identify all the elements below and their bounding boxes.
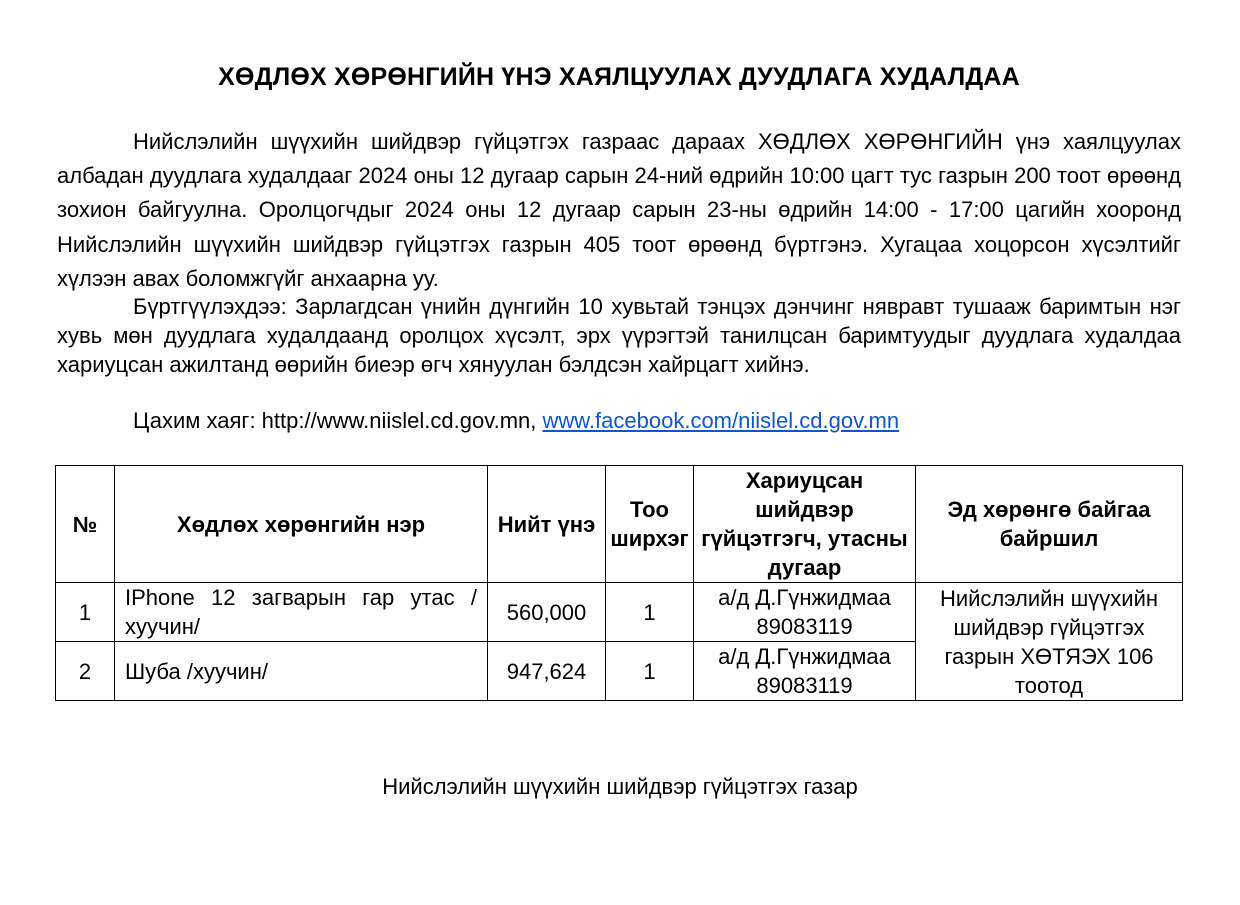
item-quantity: 1 [606, 642, 694, 701]
contact-label: Цахим хаяг: http://www.niislel.cd.gov.mn, [133, 408, 543, 433]
header-price: Нийт үнэ [488, 466, 606, 583]
item-price: 560,000 [488, 583, 606, 642]
header-name: Хөдлөх хөрөнгийн нэр [115, 466, 488, 583]
table-row [56, 583, 1183, 642]
item-name: Шуба /хуучин/ [115, 642, 488, 701]
table-header-row [56, 466, 1183, 583]
officer-name: а/д Д.Гүнжидмаа [718, 585, 891, 610]
officer-name: а/д Д.Гүнжидмаа [718, 644, 891, 669]
row-number: 2 [56, 642, 115, 701]
contact-line [133, 406, 899, 436]
officer-phone: 89083119 [756, 673, 853, 698]
header-qty: Тоо ширхэг [606, 466, 694, 583]
item-location: Нийслэлийн шүүхийн шийдвэр гүйцэтгэх газрын ХӨТЯЭХ 106 тоотод [916, 583, 1183, 701]
header-no: № [56, 466, 115, 583]
facebook-link[interactable]: www.facebook.com/niislel.cd.gov.mn [542, 408, 900, 433]
announcement-paragraph: Нийслэлийн шүүхийн шийдвэр гүйцэтгэх газраас дараах ХӨДЛӨХ ХӨРӨНГИЙН үнэ хаялцуулах албадан дуудлага худалдааг 2024 оны 12 дугаар сарын 24-ний өдрийн 10:00 цагт тус газрын 200 тоот өрөөнд зохион байгуулна. Оролцогчдыг 2024 оны 12 дугаар сарын 23-ны өдрийн 14:00 - 17:00 цагийн хооронд Нийслэлийн шүүхийн шийдвэр гүйцэтгэх газрын 405 тоот өрөөнд бүртгэнэ. Хугацаа хоцорсон хүсэлтийг хүлээн авах боломжгүйг анхаарна уу. [57, 129, 1181, 291]
officer-contact [694, 583, 916, 642]
registration-paragraph: Бүртгүүлэхдээ: Зарлагдсан үнийн дүнгийн 10 хувьтай тэнцэх дэнчинг нявравт тушааж баримтын нэг хувь мөн дуудлага худалдаанд оролцох хүсэлт, эрх үүрэгтэй танилцсан баримтуудыг дуудлага худалдаа хариуцсан ажилтанд өөрийн биеэр өгч хянуулан бэлдсэн хайрцагт хийнэ. [57, 294, 1181, 377]
item-name: IPhone 12 загварын гар утас /хуучин/ [115, 583, 488, 642]
officer-phone: 89083119 [756, 614, 853, 639]
items-table [55, 465, 1183, 701]
row-number: 1 [56, 583, 115, 642]
officer-contact [694, 642, 916, 701]
item-quantity: 1 [606, 583, 694, 642]
item-price: 947,624 [488, 642, 606, 701]
header-location: Эд хөрөнгө байгаа байршил [916, 466, 1183, 583]
header-contact: Хариуцсан шийдвэр гүйцэтгэгч, утасны дугаар [694, 466, 916, 583]
document-title: ХӨДЛӨХ ХӨРӨНГИЙН ҮНЭ ХАЯЛЦУУЛАХ ДУУДЛАГА ХУДАЛДАА [218, 63, 1020, 91]
footer-organization: Нийслэлийн шүүхийн шийдвэр гүйцэтгэх газар [382, 774, 858, 799]
